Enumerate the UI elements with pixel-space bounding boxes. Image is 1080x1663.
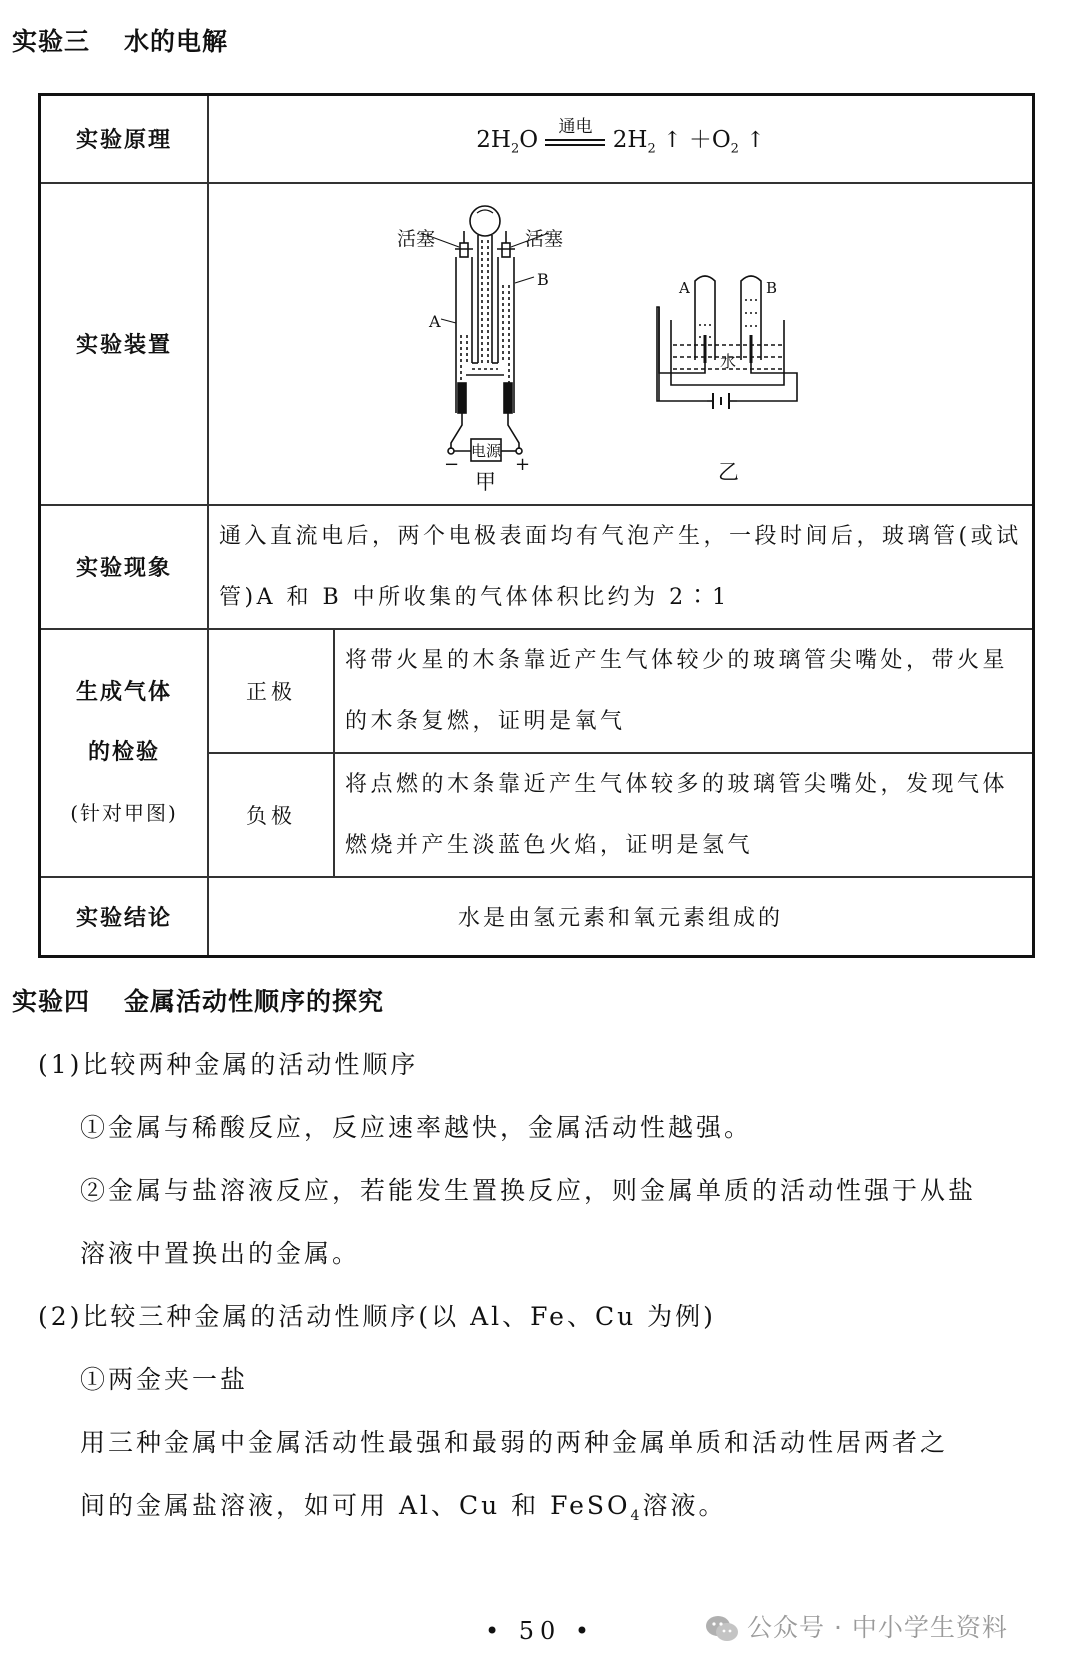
section3-heading <box>12 22 228 58</box>
watermark <box>705 1608 1008 1644</box>
row-conclusion <box>40 877 1034 957</box>
conclusion-text: 水是由氢元素和氧元素组成的 <box>208 877 1034 957</box>
paragraph-2-1: ①两金夹一盐 <box>80 1365 249 1394</box>
paragraph-1: (1)比较两种金属的活动性顺序 <box>38 1050 419 1079</box>
stopcock-left-label: 活塞 <box>397 227 436 250</box>
gas-test-label-cell <box>40 629 209 877</box>
tube-b-label: B <box>537 269 549 289</box>
gas-arrow-icon: ↑ <box>663 127 682 153</box>
equation-cell <box>208 95 1034 183</box>
reaction-condition: 通电 <box>545 130 605 152</box>
section4-number: 实验四 <box>12 987 91 1016</box>
apparatus-diagrams <box>209 185 1009 503</box>
apparatus-cell <box>208 183 1034 505</box>
paragraph-2-1-line1: 用三种金属中金属活动性最强和最弱的两种金属单质和活动性居两者之 <box>80 1428 949 1457</box>
power-supply-label: 电源 <box>471 441 502 460</box>
tube-a-label: A <box>429 311 441 331</box>
page-number: • 50 • <box>484 1617 596 1645</box>
positive-test-text: 将带火星的木条靠近产生气体较少的玻璃管尖嘴处，带火星的木条复燃，证明是氧气 <box>345 647 1009 734</box>
phenomenon-text: 通入直流电后，两个电极表面均有气泡产生，一段时间后，玻璃管(或试管)A 和 B 中所收集的气体体积比约为 2∶1 <box>219 523 1022 610</box>
paragraph-2: (2)比较三种金属的活动性顺序(以 Al、Fe、Cu 为例) <box>38 1302 716 1331</box>
section3-title: 水的电解 <box>124 27 229 56</box>
section4-heading <box>12 982 384 1018</box>
principle-label: 实验原理 <box>40 95 209 183</box>
tube-b-label-yi: B <box>766 278 778 297</box>
test-tube-apparatus <box>657 276 797 484</box>
conclusion-label: 实验结论 <box>40 877 209 957</box>
paragraph-1-2-line1: ②金属与盐溶液反应，若能发生置换反应，则金属单质的活动性强于从盐 <box>80 1176 977 1205</box>
water-label: 水 <box>720 351 737 371</box>
stopcock-right-label: 活塞 <box>525 227 564 250</box>
negative-test-text: 将点燃的木条靠近产生气体较多的玻璃管尖嘴处，发现气体燃烧并产生淡蓝色火焰，证明是氢气 <box>345 771 1009 858</box>
plus-label: + <box>515 453 531 475</box>
positive-electrode-label: 正极 <box>208 629 334 753</box>
row-principle <box>40 95 1034 183</box>
minus-label: − <box>444 453 460 475</box>
paragraph-1-1: ①金属与稀酸反应，反应速率越快，金属活动性越强。 <box>80 1113 753 1142</box>
paragraph-1-2-line2: 溶液中置换出的金属。 <box>80 1239 361 1268</box>
gas-test-label-line2: 的检验 <box>87 739 160 765</box>
reaction-equation: $2H_2O$ 通电 $2H_2$ ↑ $+O_2$ ↑ <box>476 116 765 157</box>
negative-electrode-label: 负极 <box>208 753 334 877</box>
section4-title: 金属活动性顺序的探究 <box>124 987 385 1016</box>
gas-test-note: (针对甲图) <box>70 800 178 825</box>
watermark-text: 公众号 · 中小学生资料 <box>747 1613 1008 1642</box>
hofmann-apparatus <box>397 206 563 494</box>
gas-arrow-icon: ↑ <box>746 127 765 153</box>
negative-test-cell <box>334 753 1034 877</box>
experiment-table <box>38 93 1035 958</box>
positive-test-cell <box>334 629 1034 753</box>
figure-jia-caption: 甲 <box>475 469 496 494</box>
section3-number: 实验三 <box>12 27 91 56</box>
phenomenon-label: 实验现象 <box>40 505 209 629</box>
row-apparatus <box>40 183 1034 505</box>
row-phenomenon <box>40 505 1034 629</box>
tube-a-label-yi: A <box>679 278 690 297</box>
paragraph-2-1-line2: 间的金属盐溶液，如可用 Al、Cu 和 FeSO$_4$溶液。 <box>80 1491 727 1524</box>
gas-test-label-line1: 生成气体 <box>75 679 172 705</box>
row-gas-test-positive <box>40 629 1034 753</box>
phenomenon-cell <box>208 505 1034 629</box>
apparatus-label: 实验装置 <box>40 183 209 505</box>
wechat-icon <box>705 1614 739 1644</box>
figure-yi-caption: 乙 <box>718 459 739 484</box>
